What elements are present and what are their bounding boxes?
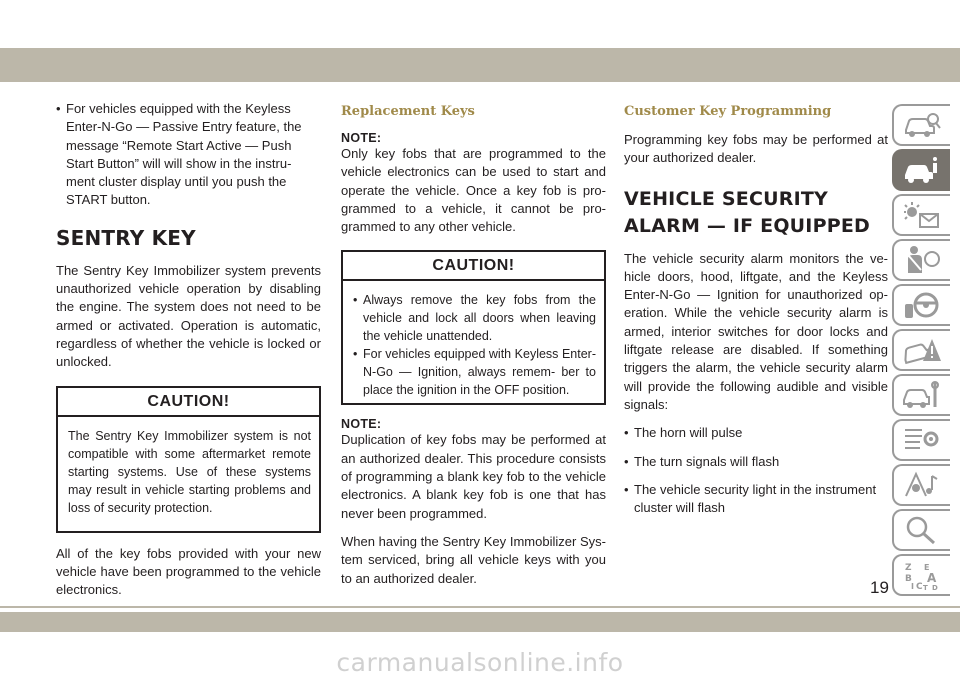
list-item: • For vehicles equipped with Keyless Enter-N-Go — Ignition, always remem- ber to place the ignition in the OFF position. — [353, 347, 596, 398]
steering-wheel-icon — [902, 290, 942, 320]
column-3 — [624, 100, 888, 527]
list-item: • The vehicle security light in the instrument cluster will flash — [624, 481, 877, 516]
paragraph: All of the key fobs provided with your new vehicle have been programmed to the vehicle electronics. — [56, 545, 321, 598]
paragraph: When having the Sentry Key Immobilizer Sys- tem serviced, bring all vehicle keys with you to an authorized dealer. — [341, 533, 606, 586]
watermark: carmanualsonline.info — [336, 648, 624, 677]
caution-title: CAUTION! — [58, 388, 319, 417]
paragraph: The Sentry Key Immobilizer system prevents unauthorized vehicle operation by disabling the engine. The system does not need to be armed or activated. Operation is automatic, regardless of whether the vehicle is locked or unlocked. — [56, 262, 321, 370]
note-label: NOTE: — [341, 417, 382, 432]
tab-customer-assistance[interactable] — [892, 509, 950, 551]
list-item: • Always remove the key fobs from the vehicle and lock all doors when leaving the vehicle unattended. — [353, 293, 596, 344]
caution-title: CAUTION! — [343, 252, 604, 281]
svg-text:T: T — [923, 584, 928, 590]
tab-in-case-of-emergency[interactable] — [892, 329, 950, 371]
tab-getting-to-know[interactable] — [892, 104, 950, 146]
svg-text:B: B — [905, 574, 912, 584]
list-item: • For vehicles equipped with the Keyless Enter-N-Go — Passive Entry feature, the message “Remote Start Active — Push Start Button” will will show in the instru- ment cluster display until you push the START button. — [56, 101, 302, 208]
tab-safety[interactable] — [892, 239, 950, 281]
section-heading-sentry-key: SENTRY KEY — [56, 225, 196, 250]
paragraph: The vehicle security alarm monitors the ve- hicle doors, hood, liftgate, and the Keyless Enter-N-Go — Ignition for unauthorized op- eration. While the vehicle security alarm is armed, interior switches for door locks and liftgate release are disabled. If something triggers the alarm, the vehicle security alarm will provide the following audible and visible signals: — [624, 250, 888, 412]
footer-band — [0, 612, 960, 632]
car-search-icon — [902, 110, 942, 140]
tab-getting-started[interactable] — [892, 149, 950, 191]
section-heading-customer-key-programming: Customer Key Programming — [624, 104, 832, 119]
magnifier-icon — [902, 515, 942, 545]
footer-line — [0, 606, 960, 608]
caution-box — [56, 386, 321, 533]
note-text: Duplication of key fobs may be performed at an authorized dealer. This procedure consists of programming a blank key fob to the vehicle electronics. A blank key fob is one that has never been programmed. — [341, 432, 606, 521]
svg-text:A: A — [927, 571, 937, 585]
section-heading-replacement-keys: Replacement Keys — [341, 104, 475, 119]
paragraph: Programming key fobs may be performed at your authorized dealer. — [624, 132, 888, 166]
svg-text:I: I — [911, 582, 914, 590]
tab-servicing-maintenance[interactable] — [892, 374, 950, 416]
svg-text:C: C — [916, 582, 923, 590]
checklist-gear-icon — [902, 425, 942, 455]
note-label: NOTE: — [341, 131, 382, 145]
bullet-text: For vehicles equipped with the Keyless Enter-N-Go — Passive Entry feature, the message “Remote Start Active — Push Start Button” will will show in the instru- ment cluster display until you push the START button. — [66, 101, 302, 208]
section-heading-vehicle-security-alarm: VEHICLE SECURITY ALARM — IF EQUIPPED — [624, 187, 870, 237]
list-item: • The horn will pulse — [624, 425, 743, 441]
svg-text:E: E — [924, 563, 930, 572]
alphabet-index-icon — [902, 560, 942, 590]
car-wrench-icon — [902, 380, 942, 410]
svg-text:Z: Z — [905, 563, 912, 573]
warning-light-message-icon — [902, 200, 942, 230]
tab-index[interactable] — [892, 554, 950, 596]
svg-text:D: D — [932, 584, 938, 590]
seat-belt-airbag-icon — [902, 245, 942, 275]
music-nav-icon — [902, 470, 942, 500]
header-band — [0, 48, 960, 82]
tab-starting-operating[interactable] — [892, 284, 950, 326]
column-2 — [341, 100, 606, 598]
car-info-icon — [902, 155, 942, 185]
tab-instrument-cluster[interactable] — [892, 194, 950, 236]
list-item: • The turn signals will flash — [624, 453, 780, 469]
caution-box — [341, 250, 606, 405]
chapter-tabs — [892, 104, 960, 599]
car-warning-icon — [902, 335, 942, 365]
caution-text: The Sentry Key Immobilizer system is not compatible with some aftermarket remote starting systems. Use of these systems may result in vehicle starting problems and loss of security protection. — [68, 428, 311, 515]
tab-multimedia[interactable] — [892, 464, 950, 506]
tab-technical-specifications[interactable] — [892, 419, 950, 461]
page-number: 19 — [870, 578, 889, 597]
column-1 — [56, 100, 321, 609]
note-text: Only key fobs that are programmed to the vehicle electronics can be used to start and operate the vehicle. Once a key fob is pro- grammed to a vehicle, it cannot be pro- grammed to any other vehicle. — [341, 146, 606, 235]
